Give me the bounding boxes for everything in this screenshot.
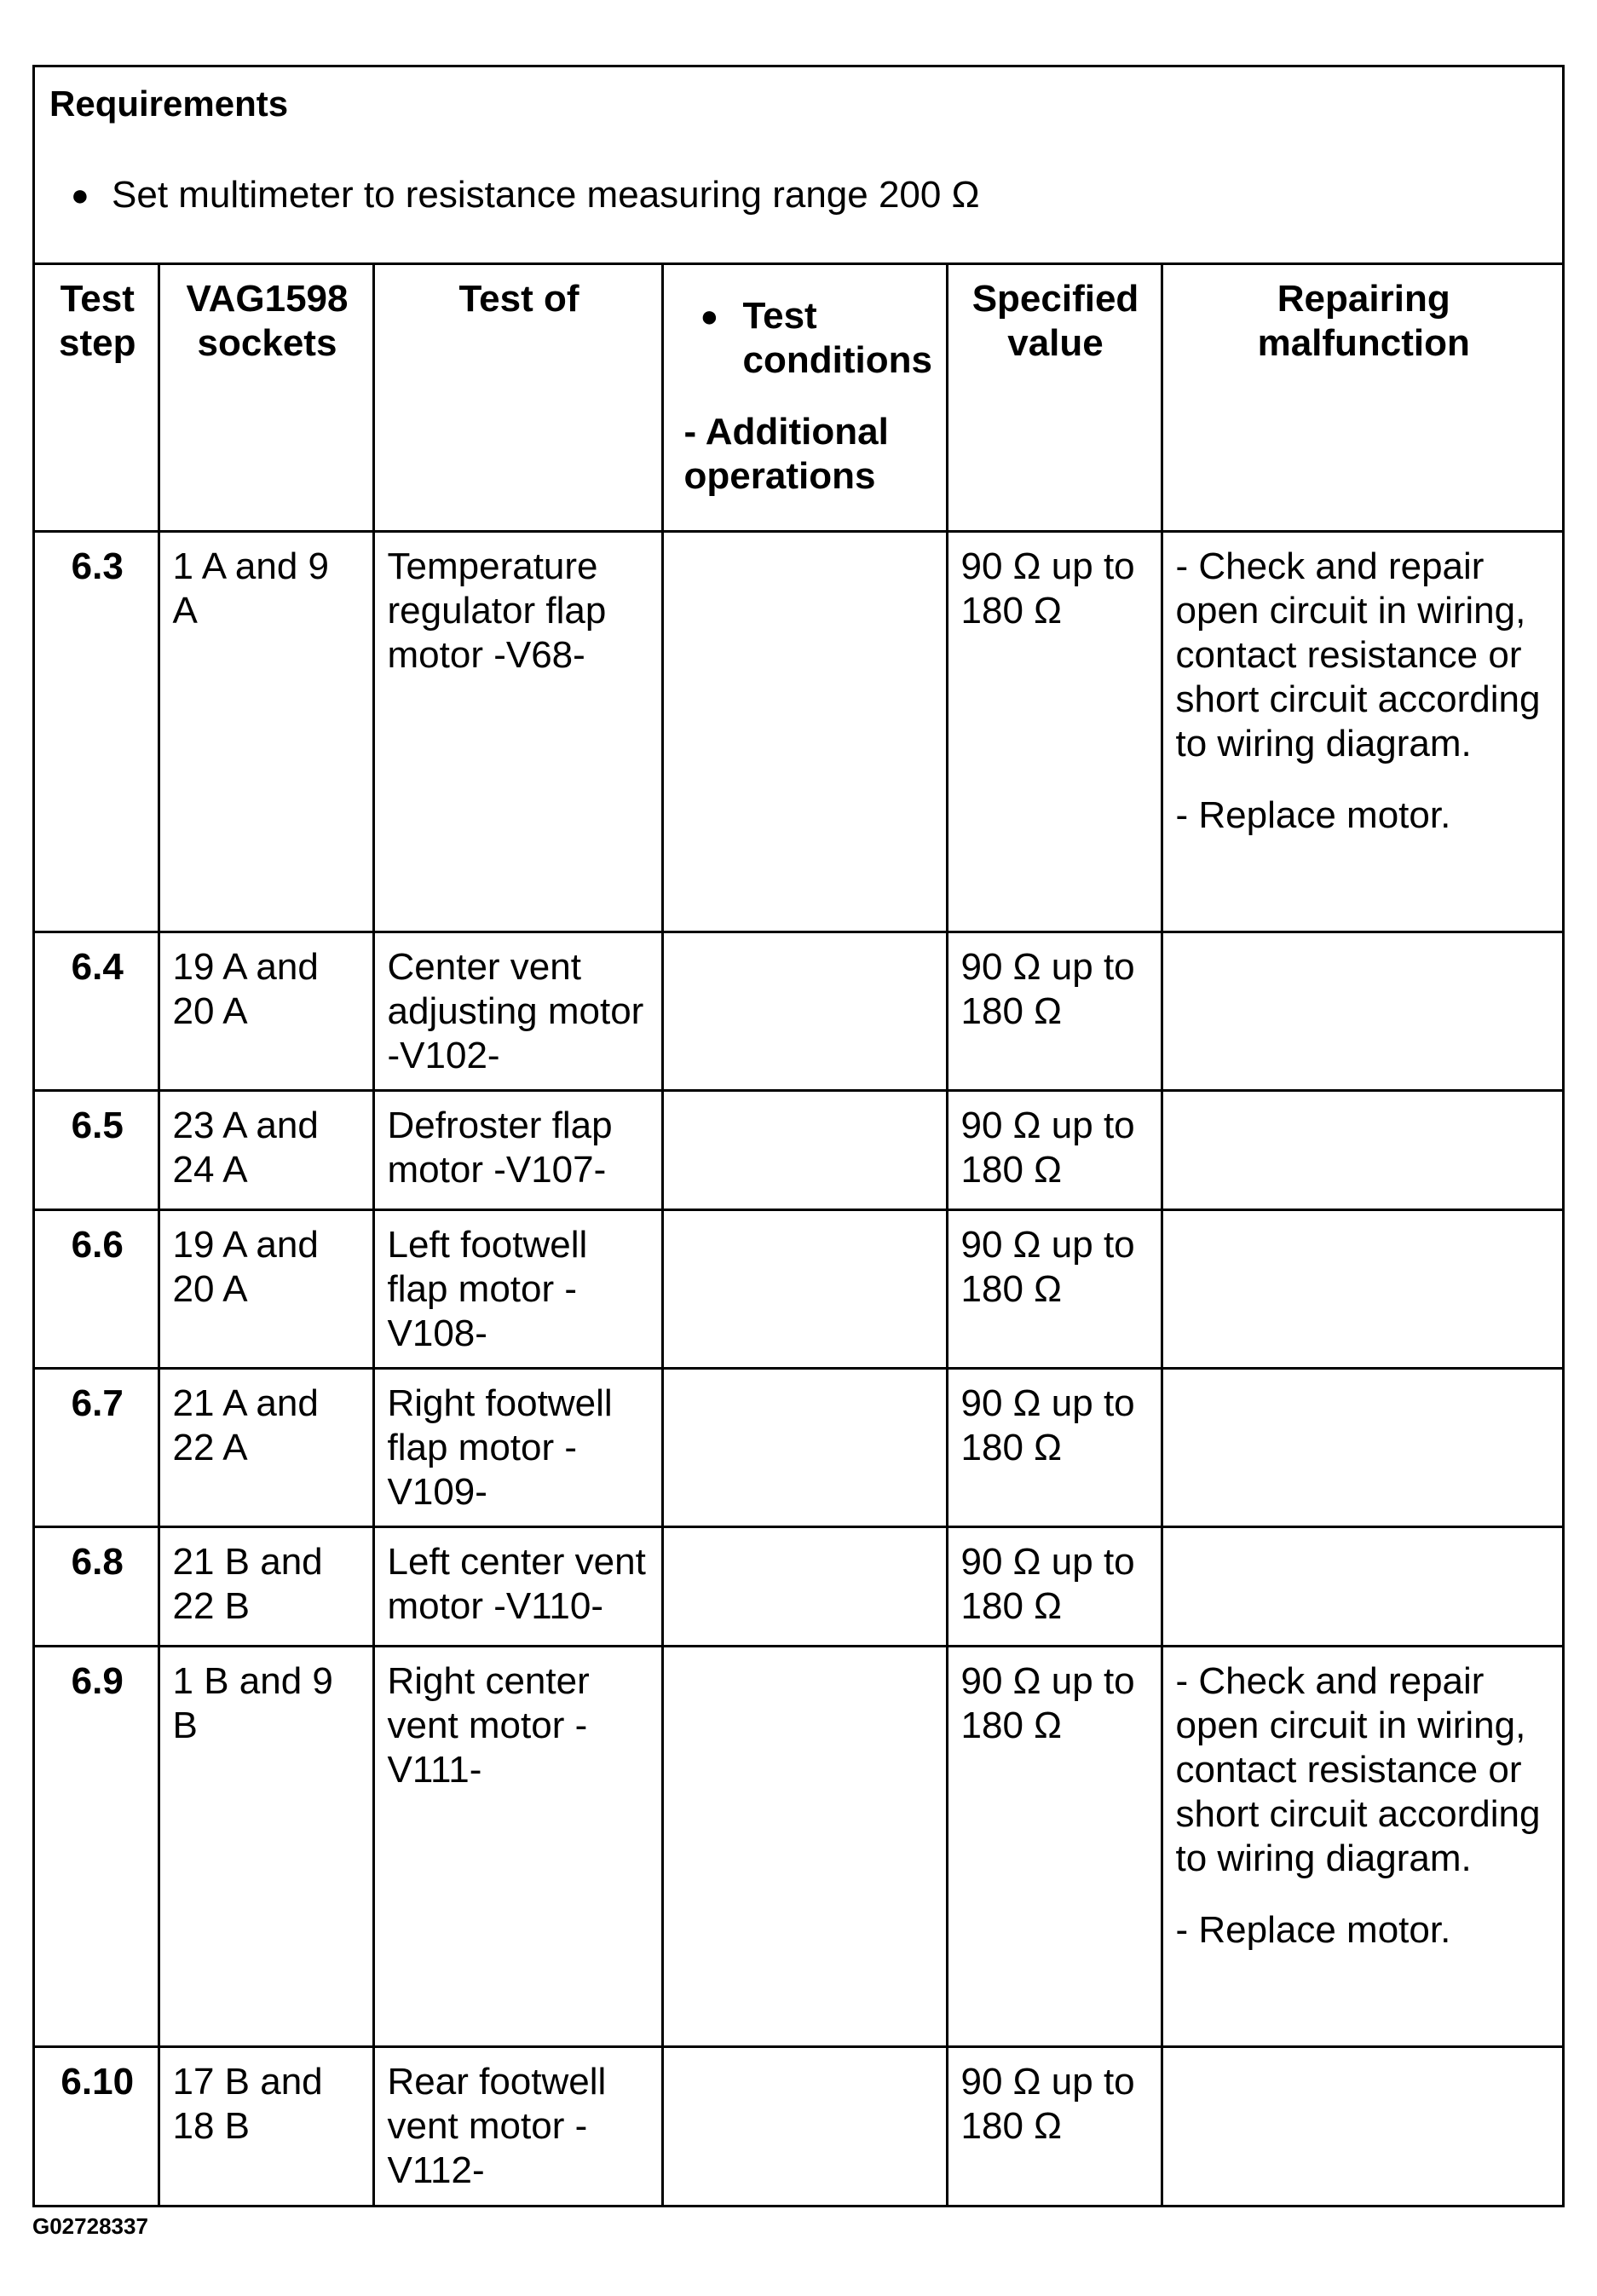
bullet-icon: ● (700, 298, 719, 333)
cell-conditions (662, 932, 947, 1090)
table-row (35, 1526, 1562, 1646)
cell-specified-value: 90 Ω up to 180 Ω (947, 1646, 1162, 2046)
cell-repair (1162, 531, 1562, 932)
cell-test-step: 6.5 (35, 1090, 159, 1209)
cell-conditions (662, 1368, 947, 1526)
table-row (35, 531, 1562, 932)
table-header-row (35, 265, 1562, 531)
table-row (35, 1646, 1562, 2046)
header-test-of: Test of (373, 265, 662, 531)
cell-test-step: 6.6 (35, 1209, 159, 1368)
cell-test-of: Rear footwell vent motor -V112- (373, 2046, 662, 2205)
cell-repair (1162, 1368, 1562, 1526)
test-steps-table (35, 265, 1562, 2205)
header-conditions (662, 265, 947, 531)
cell-sockets: 17 B and 18 B (159, 2046, 373, 2205)
repair-instruction: - Replace motor. (1175, 793, 1451, 836)
cell-repair (1162, 1090, 1562, 1209)
cell-sockets: 19 A and 20 A (159, 1209, 373, 1368)
cell-conditions (662, 1209, 947, 1368)
cell-conditions (662, 531, 947, 932)
cell-sockets: 1 B and 9 B (159, 1646, 373, 2046)
cell-repair (1162, 932, 1562, 1090)
cell-sockets: 23 A and 24 A (159, 1090, 373, 1209)
cell-sockets: 21 A and 22 A (159, 1368, 373, 1526)
header-repairing-malfunction: Repairing malfunction (1162, 265, 1562, 531)
table-row (35, 1368, 1562, 1526)
figure-id: G02728337 (32, 2213, 148, 2239)
table-row (35, 932, 1562, 1090)
requirements-title: Requirements (49, 84, 289, 124)
cell-conditions (662, 1526, 947, 1646)
cell-test-of: Left center vent motor -V110- (373, 1526, 662, 1646)
table-row (35, 2046, 1562, 2205)
repair-instruction: - Check and repair open circuit in wiring, contact resistance or short circuit according to wiring diagram. (1175, 545, 1541, 764)
cell-test-step: 6.9 (35, 1646, 159, 2046)
bullet-icon: ● (71, 177, 89, 212)
repair-instruction: - Check and repair open circuit in wiring, contact resistance or short circuit according to wiring diagram. (1175, 1659, 1541, 1879)
table-row (35, 1209, 1562, 1368)
cell-specified-value: 90 Ω up to 180 Ω (947, 1209, 1162, 1368)
cell-specified-value: 90 Ω up to 180 Ω (947, 1368, 1162, 1526)
cell-test-of: Center vent adjusting motor -V102- (373, 932, 662, 1090)
cell-test-step: 6.10 (35, 2046, 159, 2205)
repair-instruction: - Replace motor. (1175, 1908, 1451, 1951)
cell-sockets: 21 B and 22 B (159, 1526, 373, 1646)
cell-specified-value: 90 Ω up to 180 Ω (947, 531, 1162, 932)
cell-conditions (662, 1646, 947, 2046)
cell-test-step: 6.8 (35, 1526, 159, 1646)
cell-test-of: Right center vent motor -V111- (373, 1646, 662, 2046)
cell-test-step: 6.3 (35, 531, 159, 932)
header-test-conditions: Test conditions (742, 295, 932, 381)
cell-test-of: Right footwell flap motor -V109- (373, 1368, 662, 1526)
requirement-item (49, 173, 1562, 217)
cell-specified-value: 90 Ω up to 180 Ω (947, 2046, 1162, 2205)
cell-sockets: 19 A and 20 A (159, 932, 373, 1090)
header-sockets: VAG1598 sockets (159, 265, 373, 531)
requirement-text: Set multimeter to resistance measuring range 200 Ω (112, 174, 980, 216)
cell-sockets: 1 A and 9 A (159, 531, 373, 932)
cell-specified-value: 90 Ω up to 180 Ω (947, 1090, 1162, 1209)
cell-specified-value: 90 Ω up to 180 Ω (947, 932, 1162, 1090)
header-test-step: Test step (35, 265, 159, 531)
cell-test-of: Temperature regulator flap motor -V68- (373, 531, 662, 932)
table-row (35, 1090, 1562, 1209)
cell-test-of: Defroster flap motor -V107- (373, 1090, 662, 1209)
cell-repair (1162, 1646, 1562, 2046)
cell-specified-value: 90 Ω up to 180 Ω (947, 1526, 1162, 1646)
cell-test-step: 6.4 (35, 932, 159, 1090)
cell-conditions (662, 2046, 947, 2205)
cell-test-of: Left footwell flap motor -V108- (373, 1209, 662, 1368)
test-table-sheet (32, 65, 1565, 2207)
cell-repair (1162, 1209, 1562, 1368)
requirements-section (35, 67, 1562, 265)
cell-conditions (662, 1090, 947, 1209)
cell-repair (1162, 2046, 1562, 2205)
cell-repair (1162, 1526, 1562, 1646)
cell-test-step: 6.7 (35, 1368, 159, 1526)
header-specified-value: Specified value (947, 265, 1162, 531)
header-additional-operations: - Additional operations (683, 411, 889, 497)
